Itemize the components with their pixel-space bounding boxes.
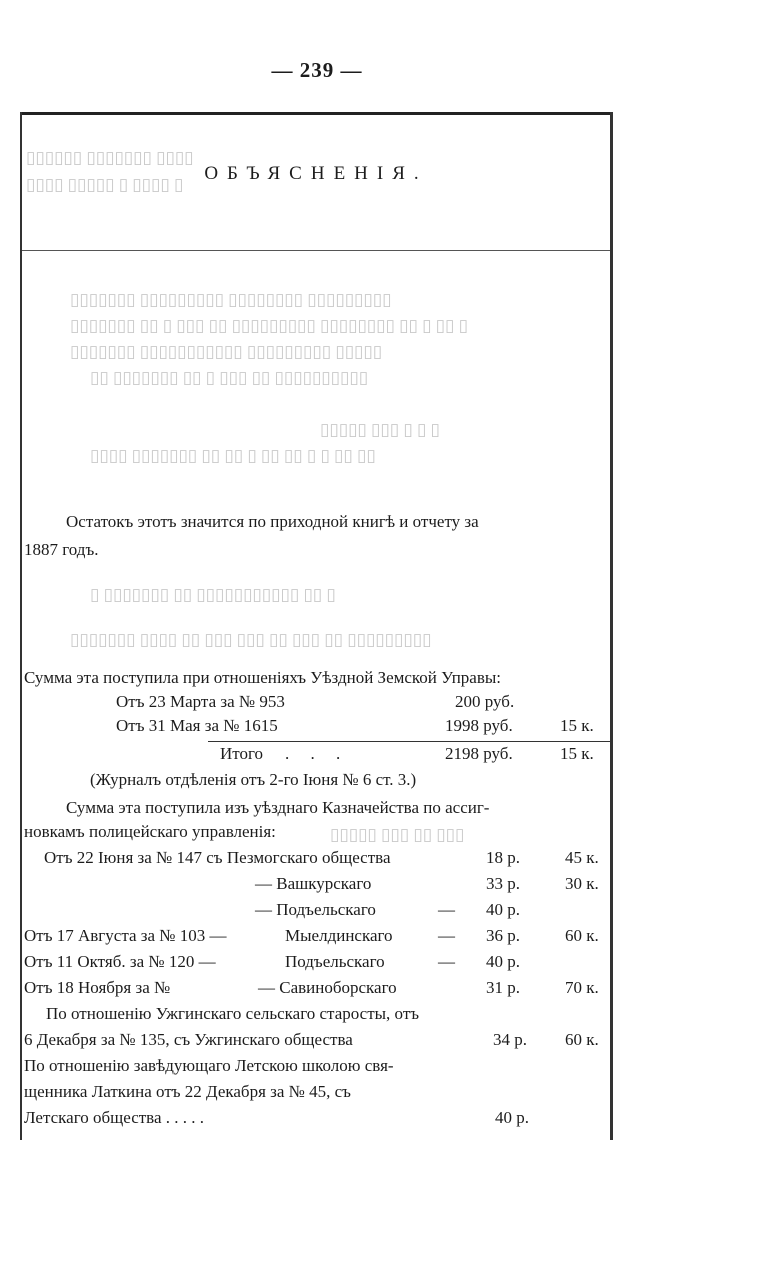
frame-right-rule [610, 112, 613, 1140]
treasury-item-5-rub: 40 р. [486, 952, 520, 971]
letka-rub: 40 р. [495, 1108, 529, 1127]
header-rule [22, 250, 610, 251]
treasury-item-2-name: — Вашкурскаго [255, 874, 372, 893]
treasury-item-2-kop: 30 к. [565, 874, 599, 893]
page-number: — 239 — [271, 58, 363, 82]
treasury-item-4-rub: 36 р. [486, 926, 520, 945]
treasury-item-1-kop: 45 к. [565, 848, 599, 867]
letka-line-2: щенника Латкина отъ 22 Декабря за № 45, съ [24, 1082, 351, 1101]
zemstvo-item-2: Отъ 31 Мая за № 1615 [116, 716, 278, 735]
treasury-item-4-date: Отъ 17 Августа за № 103 — [24, 926, 227, 945]
frame-left-rule [20, 112, 22, 1140]
letka-line-1: По отношенію завѣдующаго Летскою школою свя- [24, 1056, 394, 1075]
treasury-item-2-rub: 33 р. [486, 874, 520, 893]
treasury-item-6-rub: 31 р. [486, 978, 520, 997]
treasury-item-6-name: — Савиноборскаго [258, 978, 397, 997]
treasury-item-6-kop: 70 к. [565, 978, 599, 997]
remainder-line-2: 1887 годъ. [24, 540, 99, 559]
zemstvo-total-label: Итого [220, 744, 264, 763]
treasury-item-4-kop: 60 к. [565, 926, 599, 945]
zemstvo-item-1-rub: 200 руб. [455, 692, 515, 711]
remainder-line-1: Остатокъ этотъ значится по приходной книгѣ и отчету за [66, 512, 479, 531]
zemstvo-intro: Сумма эта поступила при отношеніяхъ Уѣздной Земской Управы: [24, 668, 502, 687]
zemstvo-total-kop: 15 к. [560, 744, 594, 763]
treasury-item-3-rub: 40 р. [486, 900, 520, 919]
dash: — [438, 900, 455, 919]
total-leader: . . . [285, 744, 341, 763]
zemstvo-total-rub: 2198 руб. [445, 744, 513, 763]
treasury-item-3-name: — Подъельскаго [255, 900, 376, 919]
dash: — [438, 952, 455, 971]
treasury-intro-2: новкамъ полицейскаго управленія: [24, 822, 276, 841]
uzhga-line-2: 6 Декабря за № 135, съ Ужгинскаго общества [24, 1030, 353, 1049]
treasury-item-4-name: Мыелдинскаго [285, 926, 393, 945]
zemstvo-item-2-rub: 1998 руб. [445, 716, 513, 735]
uzhga-kop: 60 к. [565, 1030, 599, 1049]
treasury-item-1: Отъ 22 Іюня за № 147 съ Пезмогскаго общества [44, 848, 391, 867]
letka-line-3: Летскаго общества . . . . . [24, 1108, 205, 1127]
treasury-intro-1: Сумма эта поступила изъ уѣзднаго Казначейства по ассиг- [66, 798, 490, 817]
zemstvo-item-1: Отъ 23 Марта за № 953 [116, 692, 285, 711]
frame-top-rule [20, 112, 612, 115]
sum-rule [208, 741, 610, 742]
zemstvo-journal: (Журналъ отдѣленія отъ 2-го Іюня № 6 ст. 3.) [90, 770, 417, 789]
dash: — [438, 926, 455, 945]
section-title: ОБЪЯСНЕНІЯ. [204, 163, 428, 184]
uzhga-rub: 34 р. [493, 1030, 527, 1049]
treasury-item-1-rub: 18 р. [486, 848, 520, 867]
treasury-item-6-date: Отъ 18 Ноября за № [24, 978, 171, 997]
treasury-item-5-date: Отъ 11 Октяб. за № 120 — [24, 952, 216, 971]
zemstvo-item-2-kop: 15 к. [560, 716, 594, 735]
uzhga-line-1: По отношенію Ужгинскаго сельскаго старосты, отъ [46, 1004, 420, 1023]
treasury-item-5-name: Подъельскаго [285, 952, 385, 971]
